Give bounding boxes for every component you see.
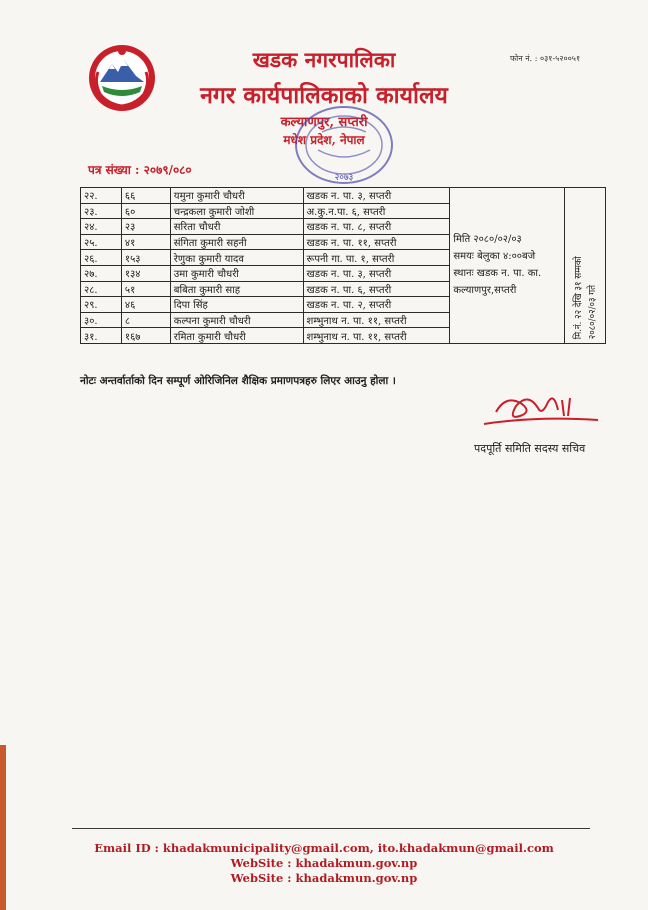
roll-cell: १३४	[121, 265, 170, 281]
address-cell: अ.कु.न.पा. ६, सप्तरी	[303, 203, 450, 219]
vertical-note	[565, 188, 605, 343]
roll-cell: ६०	[121, 203, 170, 219]
roll-cell: ६६	[121, 188, 170, 204]
address-cell: रूपनी गा. पा. १, सप्तरी	[303, 250, 450, 266]
roll-cell: १६७	[121, 328, 170, 344]
vertical-note-cell	[565, 188, 606, 344]
roll-cell: १५३	[121, 250, 170, 266]
serial-cell: २७.	[81, 265, 122, 281]
schedule-place: स्थानः खडक न. पा. का. कल्याणपुर,सप्तरी	[453, 268, 542, 297]
address-cell: शम्भुनाथ न. पा. ११, सप्तरी	[303, 312, 450, 328]
reference-number: पत्र संख्या : २०७९/०८०	[88, 163, 192, 177]
signature-image	[476, 386, 606, 430]
serial-cell: २२.	[81, 188, 122, 204]
name-cell: चन्द्रकला कुमारी जोशी	[170, 203, 303, 219]
serial-cell: २४.	[81, 219, 122, 235]
name-cell: उमा कुमारी चौधरी	[170, 265, 303, 281]
name-cell: कल्पना कुमारी चौधरी	[170, 312, 303, 328]
interview-schedule-cell	[450, 188, 565, 344]
municipality-name: खडक नगरपालिका	[252, 47, 396, 72]
phone-number: फोन नं. : ०३१-५२००५१	[510, 54, 581, 63]
roll-cell: ५१	[121, 281, 170, 297]
schedule-date: मिति २०८०/०२/०३	[453, 234, 522, 246]
page-edge-strip	[0, 745, 6, 910]
roll-cell: ४६	[121, 297, 170, 313]
serial-cell: ३०.	[81, 312, 122, 328]
address-cell: खडक न. पा. ३, सप्तरी	[303, 265, 450, 281]
office-province: मधेश प्रदेश, नेपाल	[283, 133, 365, 147]
footer-website-repeat[interactable]: WebSite : khadakmun.gov.np	[230, 871, 418, 885]
address-cell: खडक न. पा. ११, सप्तरी	[303, 234, 450, 250]
name-cell: रमिता कुमारी चौधरी	[170, 328, 303, 344]
footer-website[interactable]: WebSite : khadakmun.gov.np	[230, 856, 418, 870]
signer-title: पदपूर्ति समिति सदस्य सचिव	[474, 442, 586, 455]
name-cell: रेणुका कुमारी यादव	[170, 250, 303, 266]
address-cell: खडक न. पा. ३, सप्तरी	[303, 188, 450, 204]
address-cell: खडक न. पा. २, सप्तरी	[303, 297, 450, 313]
serial-cell: ३१.	[81, 328, 122, 344]
address-cell: शम्भुनाथ न. पा. ११, सप्तरी	[303, 328, 450, 344]
vertical-note-line2: २०८०/०२/०३ गते	[587, 284, 599, 340]
stamp-year: २०७३	[334, 173, 354, 183]
roll-cell: २३	[121, 219, 170, 235]
address-cell: खडक न. पा. ८, सप्तरी	[303, 219, 450, 235]
roll-cell: ८	[121, 312, 170, 328]
footer-email[interactable]: Email ID : khadakmunicipality@gmail.com, ito.khadakmun@gmail.com	[94, 841, 554, 855]
serial-cell: २९.	[81, 297, 122, 313]
roll-cell: ४१	[121, 234, 170, 250]
name-cell: संगिता कुमारी सहनी	[170, 234, 303, 250]
vertical-note-line1: मि.नं. २२ देखि ३१ सम्मको	[573, 256, 585, 340]
serial-cell: २३.	[81, 203, 122, 219]
serial-cell: २५.	[81, 234, 122, 250]
office-name: नगर कार्यपालिकाको कार्यालय	[200, 82, 448, 109]
address-cell: खडक न. पा. ६, सप्तरी	[303, 281, 450, 297]
schedule-time: समयः बेलुका ४:००बजे	[453, 251, 536, 263]
footer-divider	[72, 828, 590, 829]
name-cell: दिपा सिंह	[170, 297, 303, 313]
candidate-table	[80, 187, 606, 344]
name-cell: बबिता कुमारी साह	[170, 281, 303, 297]
serial-cell: २८.	[81, 281, 122, 297]
name-cell: सरिता चौधरी	[170, 219, 303, 235]
office-seal-stamp	[288, 100, 400, 190]
table-row	[81, 188, 606, 204]
name-cell: यमुना कुमारी चौधरी	[170, 188, 303, 204]
instruction-note: नोटः अन्तर्वार्ताको दिन सम्पूर्ण ओरिजिनिल शैक्षिक प्रमाणपत्रहरु लिएर आउनु होला ।	[80, 375, 396, 387]
serial-cell: २६.	[81, 250, 122, 266]
office-location: कल्याणपुर, सप्तरी	[280, 115, 368, 130]
